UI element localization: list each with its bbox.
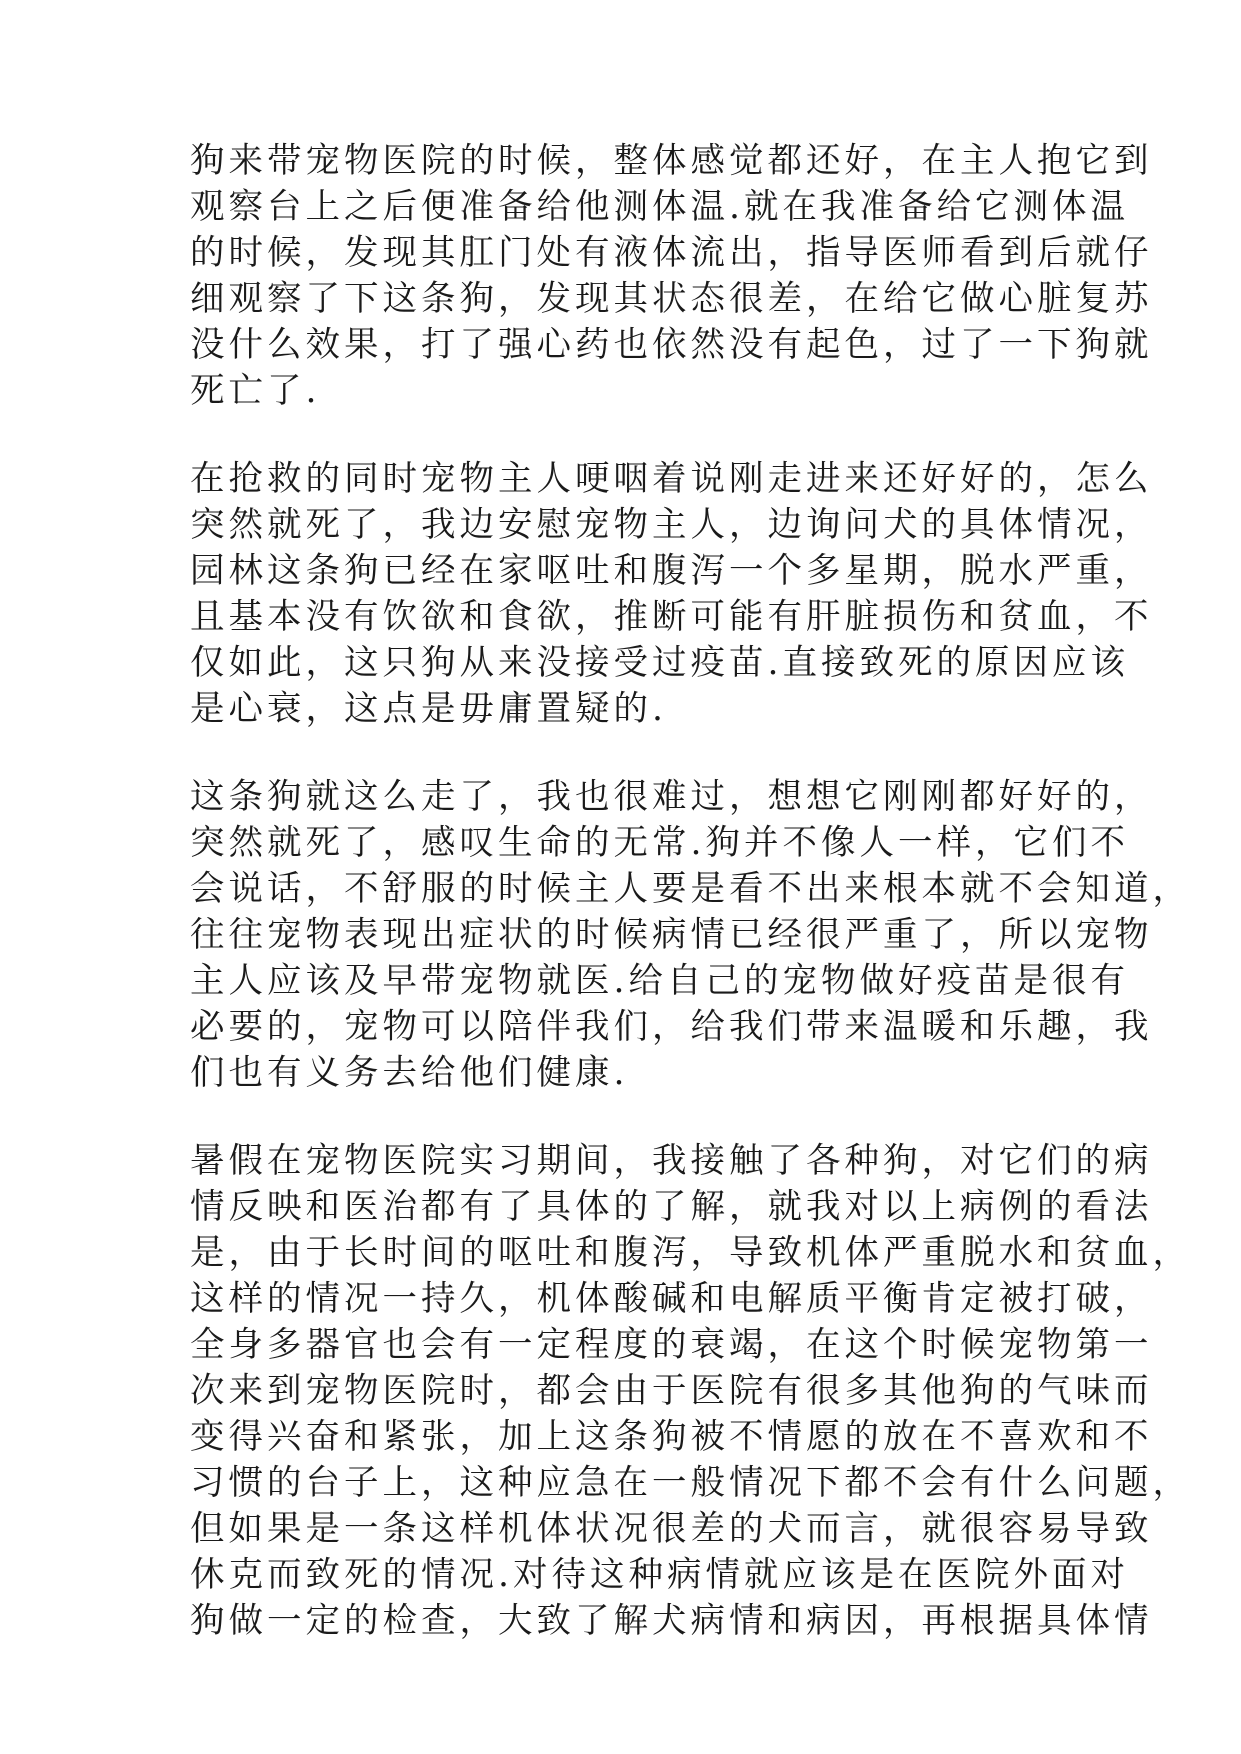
text-line: 主人应该及早带宠物就医.给自己的宠物做好疫苗是很有 — [190, 961, 1129, 1001]
text-line: 仅如此，这只狗从来没接受过疫苗.直接致死的原因应该 — [190, 643, 1129, 683]
text-line: 次来到宠物医院时，都会由于医院有很多其他狗的气味而 — [190, 1371, 1153, 1411]
text-line: 往往宠物表现出症状的时候病情已经很严重了，所以宠物 — [190, 915, 1153, 955]
document-body — [190, 138, 1191, 1686]
text-line: 休克而致死的情况.对待这种病情就应该是在医院外面对 — [190, 1555, 1129, 1595]
text-line: 会说话，不舒服的时候主人要是看不出来根本就不会知道， — [190, 869, 1191, 909]
paragraph-1 — [190, 138, 1153, 414]
text-line: 突然就死了，我边安慰宠物主人，边询问犬的具体情况， — [190, 505, 1153, 545]
text-line: 死亡了. — [190, 371, 321, 411]
text-line: 情反映和医治都有了具体的了解，就我对以上病例的看法 — [190, 1187, 1153, 1227]
text-line: 但如果是一条这样机体状况很差的犬而言，就很容易导致 — [190, 1509, 1153, 1549]
text-line: 变得兴奋和紧张，加上这条狗被不情愿的放在不喜欢和不 — [190, 1417, 1153, 1457]
text-line: 这条狗就这么走了，我也很难过，想想它刚刚都好好的， — [190, 777, 1153, 817]
text-line: 的时候，发现其肛门处有液体流出，指导医师看到后就仔 — [190, 233, 1153, 273]
paragraph-4 — [190, 1138, 1191, 1644]
text-line: 习惯的台子上，这种应急在一般情况下都不会有什么问题， — [190, 1463, 1191, 1503]
text-line: 全身多器官也会有一定程度的衰竭，在这个时候宠物第一 — [190, 1325, 1153, 1365]
text-line: 观察台上之后便准备给他测体温.就在我准备给它测体温 — [190, 187, 1129, 227]
text-line: 是，由于长时间的呕吐和腹泻，导致机体严重脱水和贫血， — [190, 1233, 1191, 1273]
text-line: 突然就死了，感叹生命的无常.狗并不像人一样，它们不 — [190, 823, 1129, 863]
text-line: 细观察了下这条狗，发现其状态很差，在给它做心脏复苏 — [190, 279, 1153, 319]
text-line: 狗做一定的检查，大致了解犬病情和病因，再根据具体情 — [190, 1601, 1153, 1641]
paragraph-2 — [190, 456, 1153, 732]
text-line: 必要的，宠物可以陪伴我们，给我们带来温暖和乐趣，我 — [190, 1007, 1153, 1047]
text-line: 暑假在宠物医院实习期间，我接触了各种狗，对它们的病 — [190, 1141, 1153, 1181]
text-line: 是心衰，这点是毋庸置疑的. — [190, 689, 667, 729]
text-line: 这样的情况一持久，机体酸碱和电解质平衡肯定被打破， — [190, 1279, 1153, 1319]
text-line: 狗来带宠物医院的时候，整体感觉都还好，在主人抱它到 — [190, 141, 1153, 181]
text-line: 没什么效果，打了强心药也依然没有起色，过了一下狗就 — [190, 325, 1153, 365]
paragraph-3 — [190, 774, 1191, 1096]
text-line: 园林这条狗已经在家呕吐和腹泻一个多星期，脱水严重， — [190, 551, 1153, 591]
text-line: 在抢救的同时宠物主人哽咽着说刚走进来还好好的，怎么 — [190, 459, 1153, 499]
text-line: 且基本没有饮欲和食欲，推断可能有肝脏损伤和贫血，不 — [190, 597, 1153, 637]
text-line: 们也有义务去给他们健康. — [190, 1053, 629, 1093]
